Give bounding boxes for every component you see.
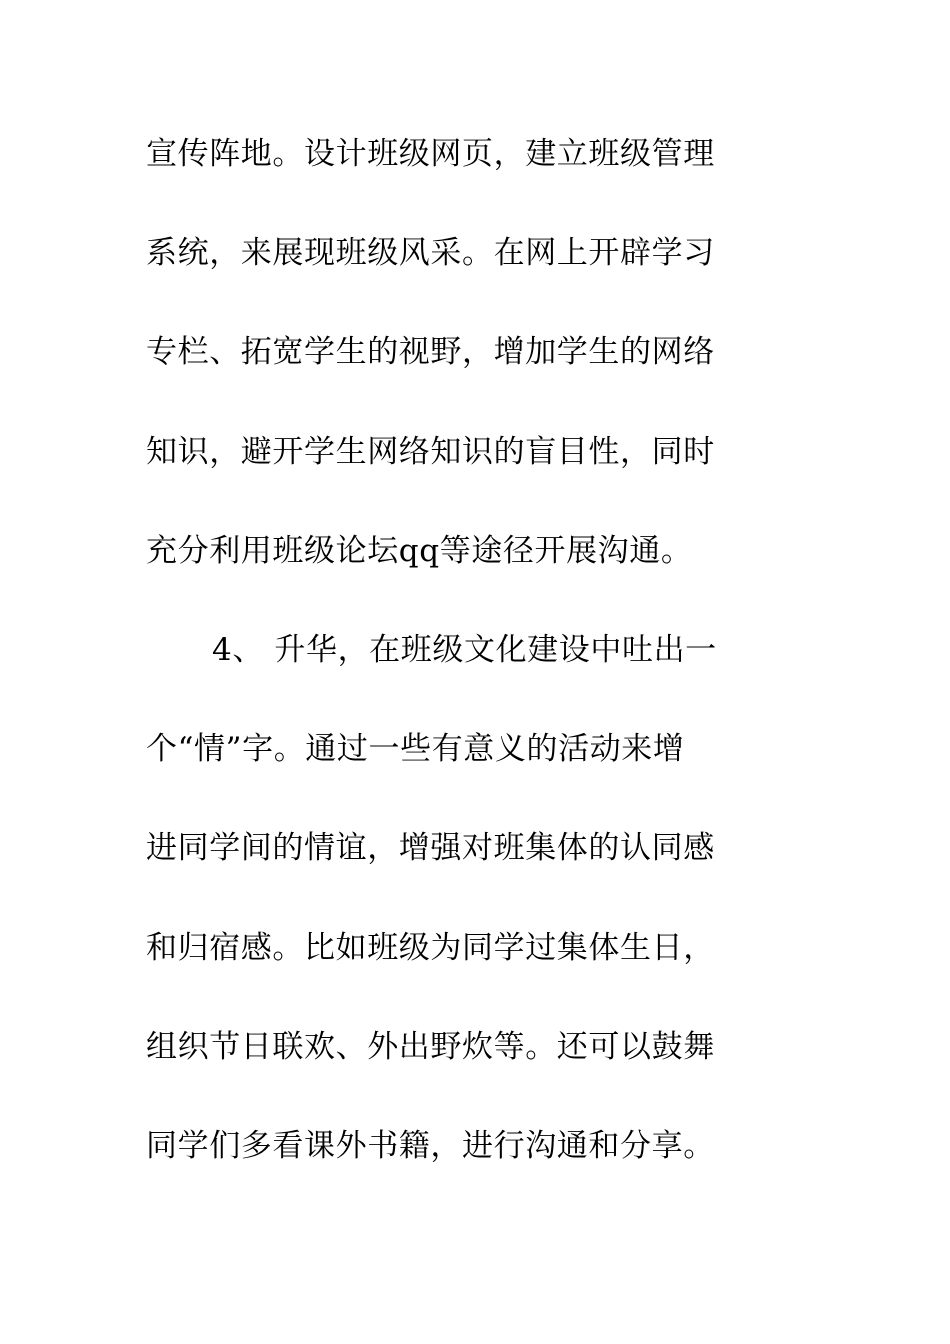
text-line-8: 进同学间的情谊，增强对班集体的认同感 (146, 830, 715, 867)
text-line-11: 同学们多看课外书籍，进行沟通和分享。 (146, 1127, 715, 1164)
text-line-2: 系统，来展现班级风采。在网上开辟学习 (146, 235, 715, 272)
text-line-3: 专栏、拓宽学生的视野，增加学生的网络 (146, 334, 715, 371)
text-line-5: 充分利用班级论坛qq等途径开展沟通。 (146, 532, 693, 569)
text-line-10: 组织节日联欢、外出野炊等。还可以鼓舞 (146, 1028, 715, 1065)
text-line-6-numbered-paragraph: 4、 升华，在班级文化建设中吐出一 (212, 631, 717, 668)
text-line-9: 和归宿感。比如班级为同学过集体生日， (146, 929, 715, 966)
text-line-4: 知识，避开学生网络知识的盲目性，同时 (146, 433, 715, 470)
document-body (146, 122, 786, 1213)
text-line-1: 宣传阵地。设计班级网页，建立班级管理 (146, 136, 715, 172)
text-line-7: 个“情”字。通过一些有意义的活动来增 (146, 731, 685, 768)
